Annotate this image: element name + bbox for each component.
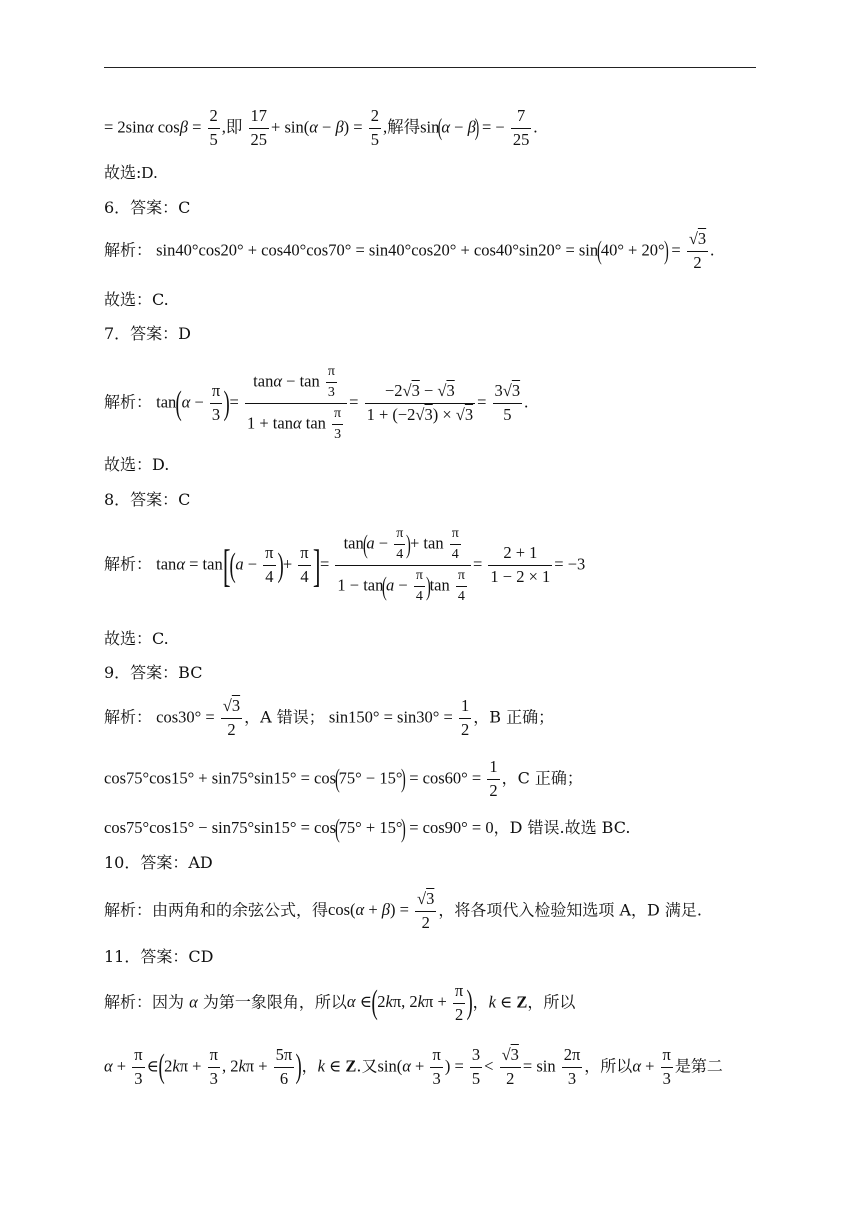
text-b-right: ，B 正确； bbox=[473, 707, 555, 727]
analysis-line-11b: α + $\frac{\pi}{3}$ ∈(2kπ + $\frac{\pi}{3}$ , 2kπ + $\frac{5\pi}{6}$ )，k ∈ Z.又sin(α + $\frac{\pi}{3}$ ) = $\frac{3}{5}$ < $\frac{√3}{2}$ = sin $\frac{2\pi}{3}$ ，所以α + $\frac{\pi}{3}$ 是第二 bbox=[104, 1045, 723, 1088]
formula-line: = 2sinα cosβ = $\frac{2}{5}$ ,即 $\frac{17}{25}$ + sin(α − β) = $\frac{2}{5}$ ,解得sin(α − β) = − $\frac{7}{25}$ . bbox=[104, 106, 538, 149]
answer-heading-9: 9．答案：BC bbox=[104, 663, 203, 682]
analysis-line-9c: cos75°cos15° − sin75°sin15° = cos(75° + 15°) = cos90° = 0，D 错误.故选 BC. bbox=[104, 814, 631, 843]
answer-heading-11: 11．答案：CD bbox=[104, 947, 214, 966]
text-a-wrong: ，A 错误； bbox=[244, 707, 325, 727]
fraction: $\frac{\pi}{4}$ bbox=[265, 543, 274, 587]
analysis-label: 解析： bbox=[104, 900, 153, 920]
analysis-label: 解析： bbox=[104, 992, 153, 1012]
fraction: $\frac{2}{5}$ bbox=[370, 106, 379, 149]
fraction: $\frac{2 + 1}{1 - 2 \times 1}$ bbox=[490, 543, 551, 587]
fraction: $\frac{\pi}{2}$ bbox=[454, 981, 464, 1024]
analysis-label: 解析： bbox=[104, 392, 153, 412]
fraction: tan(a − $\frac{\pi}{4}$ )+ tan $\frac{\pi}{4}$ 1 − tan(a − $\frac{\pi}{4}$ )tan $\frac{\pi}{4}$ bbox=[335, 526, 471, 605]
answer-heading-8: 8．答案：C bbox=[104, 490, 191, 509]
fraction: $\frac{\pi}{3}$ bbox=[134, 1045, 143, 1088]
analysis-line-7: 解析： tan(α − $\frac{\pi}{3}$ )= tanα − tan $\frac{\pi}{3}$ 1 + tanα tan $\frac{\pi}{3}$ = $\frac{-2√3 - √3}{1 + (-2√3) \times √3}$ = $\frac{3√3}{5}$ . bbox=[104, 364, 529, 443]
analysis-label: 解析： bbox=[104, 554, 153, 574]
conclusion-line: 故选:D. bbox=[104, 163, 158, 182]
fraction: $\frac{√3}{2}$ bbox=[222, 696, 241, 739]
text-l18b: 为第一象限角，所以 bbox=[202, 992, 347, 1012]
fraction: $\frac{\pi}{3}$ bbox=[209, 1045, 218, 1088]
analysis-line-6: 解析： sin40°cos20° + cos40°cos70° = sin40°cos20° + cos40°sin20° = sin(40° + 20°) = $\frac{√3}{2}$ . bbox=[104, 229, 715, 272]
fraction: $\frac{2}{5}$ bbox=[209, 106, 218, 149]
fraction: $\frac{1}{2}$ bbox=[489, 757, 498, 800]
analysis-label: 解析： bbox=[104, 707, 153, 727]
text-guxuan: 故选: bbox=[104, 163, 142, 182]
header-rule bbox=[104, 67, 756, 68]
fraction: $\frac{17}{25}$ bbox=[250, 106, 268, 149]
text-l19c: 是第二 bbox=[674, 1056, 723, 1076]
text-c-right: ，C 正确； bbox=[501, 768, 583, 788]
text-l18a: 因为 bbox=[152, 992, 185, 1012]
text-l16b: ，将各项代入检验知选项 A，D 满足. bbox=[438, 900, 703, 920]
fraction: $\frac{3}{5}$ bbox=[471, 1045, 481, 1088]
analysis-line-10: 解析：由两角和的余弦公式，得cos(α + β) = $\frac{√3}{2}$ ，将各项代入检验知选项 A，D 满足. bbox=[104, 889, 703, 932]
fraction: $\frac{√3}{2}$ bbox=[417, 889, 435, 932]
text-jiede: 解得 bbox=[387, 117, 421, 137]
text-ji: 即 bbox=[225, 117, 243, 137]
fraction: tanα − tan $\frac{\pi}{3}$ 1 + tanα tan $\frac{\pi}{3}$ bbox=[245, 364, 347, 443]
fraction: $\frac{\pi}{4}$ bbox=[300, 543, 309, 587]
analysis-line-8: 解析： tanα = tan[(a − $\frac{\pi}{4}$ )+ $\frac{\pi}{4}$ ]= tan(a − $\frac{\pi}{4}$ )+ tan $\frac{\pi}{4}$ 1 − tan(a − $\frac{\pi}{4}$ )tan $\frac{\pi}{4}$ = $\frac{2 + 1}{1 - 2 \times 1}$ = −3 bbox=[104, 526, 586, 605]
text-l19a: .又 bbox=[356, 1056, 378, 1076]
analysis-line-9: 解析： cos30° = $\frac{√3}{2}$ ，A 错误； sin150° = sin30° = $\frac{1}{2}$ ，B 正确； bbox=[104, 696, 555, 739]
fraction: $\frac{√3}{2}$ bbox=[688, 229, 707, 272]
text-l16a: 由两角和的余弦公式，得 bbox=[152, 900, 329, 920]
text-l19b: ，所以 bbox=[584, 1056, 633, 1076]
answer-heading-6: 6．答案：C bbox=[104, 198, 191, 217]
analysis-line-11: 解析：因为 α 为第一象限角，所以α ∈(2kπ, 2kπ + $\frac{\pi}{2}$ )，k ∈ Z，所以 bbox=[104, 981, 576, 1024]
conclusion-line: 故选：D. bbox=[104, 455, 170, 474]
text-l18c: 所以 bbox=[543, 992, 576, 1012]
fraction: $\frac{5\pi}{6}$ bbox=[275, 1045, 293, 1088]
answer-heading-7: 7．答案：D bbox=[104, 324, 192, 343]
conclusion-line: 故选：C. bbox=[104, 629, 169, 648]
fraction: $\frac{3√3}{5}$ bbox=[494, 381, 521, 425]
fraction: $\frac{√3}{2}$ bbox=[501, 1045, 519, 1088]
analysis-label: 解析： bbox=[104, 240, 153, 260]
answer-letter: D bbox=[141, 163, 154, 182]
text-d-wrong: ，D 错误.故选 BC. bbox=[493, 817, 631, 837]
analysis-line-9b: cos75°cos15° + sin75°sin15° = cos(75° − 15°) = cos60° = $\frac{1}{2}$ ，C 正确； bbox=[104, 757, 583, 800]
fraction: $\frac{\pi}{3}$ bbox=[211, 381, 221, 425]
fraction: $\frac{1}{2}$ bbox=[460, 696, 470, 739]
fraction: $\frac{\pi}{3}$ bbox=[662, 1045, 671, 1088]
fraction: $\frac{2\pi}{3}$ bbox=[563, 1045, 581, 1088]
conclusion-line: 故选：C. bbox=[104, 290, 169, 309]
fraction: $\frac{7}{25}$ bbox=[512, 106, 530, 149]
fraction: $\frac{\pi}{3}$ bbox=[432, 1045, 441, 1088]
fraction: $\frac{-2√3 - √3}{1 + (-2√3) \times √3}$ bbox=[366, 381, 474, 425]
answer-heading-10: 10．答案：AD bbox=[104, 853, 213, 872]
